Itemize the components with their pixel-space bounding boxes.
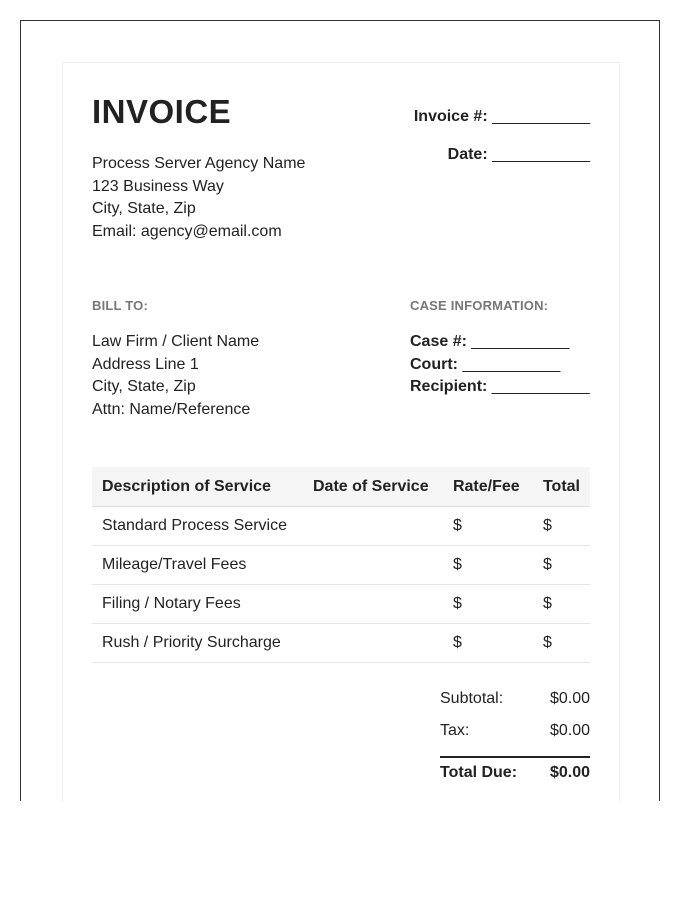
invoice-date-field[interactable]: ___________: [492, 146, 590, 163]
row-rate[interactable]: $: [443, 507, 533, 546]
services-table: [92, 467, 590, 663]
invoice-date-label: Date:: [447, 146, 488, 163]
bill-to-heading: BILL TO:: [92, 298, 149, 313]
subtotal-label: Subtotal:: [440, 690, 504, 707]
tax-label: Tax:: [440, 722, 470, 739]
header-rate: Rate/Fee: [443, 467, 533, 507]
subtotal-value: $0.00: [549, 690, 590, 707]
row-date[interactable]: [303, 585, 443, 624]
total-due-label: Total Due:: [440, 764, 518, 781]
row-date[interactable]: [303, 507, 443, 546]
agency-block: [92, 153, 305, 243]
agency-address: 123 Business Way: [92, 177, 224, 195]
total-due-row: [440, 756, 590, 794]
tax-value: $0.00: [549, 722, 590, 739]
court-row: [410, 354, 590, 377]
totals-block: [440, 688, 590, 794]
header-total: Total: [533, 467, 590, 507]
row-date[interactable]: [303, 546, 443, 585]
invoice-title: INVOICE: [92, 93, 232, 130]
row-total: $: [533, 507, 590, 546]
row-description: Mileage/Travel Fees: [92, 546, 303, 585]
row-date[interactable]: [303, 624, 443, 663]
table-row: [92, 585, 590, 624]
case-info-block: [410, 331, 590, 399]
agency-email: Email: agency@email.com: [92, 222, 282, 240]
row-total: $: [533, 585, 590, 624]
row-rate[interactable]: $: [443, 585, 533, 624]
court-field[interactable]: ___________: [462, 355, 561, 373]
recipient-field[interactable]: ___________: [491, 378, 590, 395]
invoice-number-label: Invoice #:: [413, 108, 488, 125]
recipient-label: Recipient:: [410, 378, 488, 395]
table-row: [92, 546, 590, 585]
agency-name: Process Server Agency Name: [92, 155, 306, 172]
row-rate[interactable]: $: [443, 624, 533, 663]
bill-to-block: [92, 331, 259, 421]
case-number-row: [410, 331, 590, 354]
invoice-date-row: [448, 146, 590, 164]
client-attn: Attn: Name/Reference: [92, 400, 251, 418]
invoice-number-row: [414, 108, 590, 126]
subtotal-row: [440, 688, 590, 720]
tax-row: [440, 720, 590, 752]
table-row: [92, 507, 590, 546]
recipient-row: [410, 376, 590, 399]
row-rate[interactable]: $: [443, 546, 533, 585]
case-number-label: Case #:: [410, 333, 467, 350]
row-description: Rush / Priority Surcharge: [92, 624, 303, 663]
case-number-field[interactable]: ___________: [471, 333, 570, 350]
client-address: Address Line 1: [92, 355, 199, 373]
total-due-value: $0.00: [549, 764, 590, 781]
client-city-state-zip: City, State, Zip: [92, 378, 196, 395]
table-row: [92, 624, 590, 663]
header-description: Description of Service: [92, 467, 303, 507]
row-total: $: [533, 624, 590, 663]
table-header-row: [92, 467, 590, 507]
client-name: Law Firm / Client Name: [92, 333, 260, 350]
header-date: Date of Service: [303, 467, 443, 507]
row-total: $: [533, 546, 590, 585]
row-description: Standard Process Service: [92, 507, 303, 546]
agency-city-state-zip: City, State, Zip: [92, 200, 196, 217]
court-label: Court:: [410, 355, 458, 373]
row-description: Filing / Notary Fees: [92, 585, 303, 624]
invoice-number-field[interactable]: ___________: [492, 108, 590, 125]
case-info-heading: CASE INFORMATION:: [410, 298, 549, 313]
